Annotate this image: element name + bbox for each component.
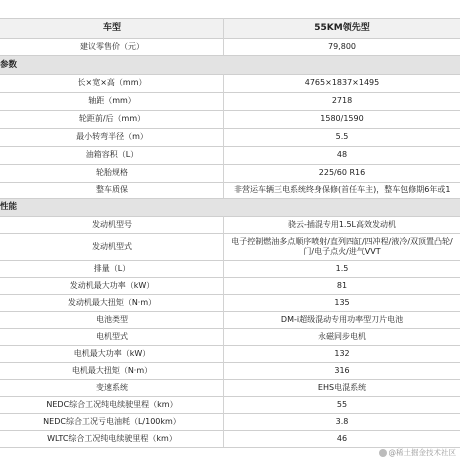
divider <box>0 345 460 346</box>
divider <box>0 74 460 75</box>
spec-value: 46 <box>336 433 348 443</box>
table-row <box>0 164 460 182</box>
spec-value: 225/60 R16 <box>318 168 366 177</box>
divider <box>0 38 460 39</box>
spec-value: 永磁同步电机 <box>318 331 366 341</box>
model-value: 55KM领先型 <box>314 23 370 33</box>
spec-value: 316 <box>334 365 350 375</box>
table-row <box>0 396 460 413</box>
table-row <box>0 216 460 233</box>
spec-value: 55 <box>336 399 348 409</box>
spec-label: 轮距前/后（mm） <box>78 114 146 123</box>
price-label: 建议零售价（元） <box>80 41 144 51</box>
spec-label: 发动机型号 <box>92 219 132 229</box>
spec-label: 长×宽×高（mm） <box>77 78 147 87</box>
table-row <box>0 38 460 55</box>
spec-value: 1580/1590 <box>320 114 364 123</box>
divider <box>0 128 460 129</box>
table-row <box>0 146 460 164</box>
spec-label: NEDC综合工况纯电续驶里程（km） <box>46 399 178 409</box>
divider <box>0 18 460 19</box>
table-row <box>0 233 460 260</box>
spec-label: 发动机最大扭矩（N·m） <box>67 297 157 307</box>
divider <box>0 413 460 414</box>
watermark-logo-icon <box>379 449 387 457</box>
table-row <box>0 182 460 198</box>
table-row <box>0 430 460 447</box>
spec-value: EHS电混系统 <box>317 382 367 392</box>
spec-label: 油箱容积（L） <box>85 150 139 159</box>
spec-value: 电子控制燃油多点顺序喷射/直列四缸/四冲程/液冷/双顶置凸轮/门/电子点火/进气VVT <box>231 236 453 256</box>
price-value: 79,800 <box>328 41 356 51</box>
divider <box>0 396 460 397</box>
table-row <box>0 110 460 128</box>
spec-value: 4765×1837×1495 <box>304 78 380 87</box>
spec-label: 电机型式 <box>96 331 128 341</box>
header-row <box>0 18 460 38</box>
divider <box>0 164 460 165</box>
spec-label: WLTC综合工况纯电续驶里程（km） <box>47 433 177 443</box>
spec-value: 48 <box>336 150 348 159</box>
spec-value: 135 <box>334 297 350 307</box>
divider <box>0 216 460 217</box>
table-row <box>0 260 460 277</box>
table-row <box>0 413 460 430</box>
watermark <box>379 447 457 458</box>
spec-value: 81 <box>336 280 348 290</box>
table-row <box>0 92 460 110</box>
spec-value: DM-i超级混动专用功率型刀片电池 <box>280 314 404 324</box>
section-header-params <box>0 55 460 74</box>
divider <box>0 146 460 147</box>
divider <box>0 260 460 261</box>
column-divider <box>223 18 224 55</box>
divider <box>0 430 460 431</box>
spec-label: 轮胎规格 <box>96 168 128 177</box>
spec-label: 电机最大功率（kW） <box>73 348 151 358</box>
spec-label: 轴距（mm） <box>88 96 136 105</box>
divider <box>0 362 460 363</box>
divider <box>0 379 460 380</box>
spec-label: 发动机最大功率（kW） <box>69 280 155 290</box>
spec-value: 2718 <box>331 96 353 105</box>
divider <box>0 294 460 295</box>
table-row <box>0 294 460 311</box>
watermark-text: @稀土掘金技术社区 <box>388 448 456 457</box>
spec-label: 电机最大扭矩（N·m） <box>71 365 153 375</box>
divider <box>0 277 460 278</box>
section-title-params: 参数 <box>0 59 18 70</box>
table-row <box>0 362 460 379</box>
spec-value: 132 <box>334 348 350 358</box>
table-row <box>0 128 460 146</box>
table-row <box>0 379 460 396</box>
divider <box>0 311 460 312</box>
spec-label: 排量（L） <box>93 263 131 273</box>
divider <box>0 110 460 111</box>
table-row <box>0 277 460 294</box>
table-row <box>0 311 460 328</box>
spec-value: 5.5 <box>335 132 349 141</box>
model-label: 车型 <box>102 23 121 33</box>
divider <box>0 182 460 183</box>
divider <box>0 233 460 234</box>
spec-label: 变速系统 <box>96 382 128 392</box>
table-row <box>0 345 460 362</box>
spec-value: 骁云-插混专用1.5L高效发动机 <box>287 219 397 229</box>
table-row <box>0 74 460 92</box>
spec-label: 最小转弯半径（m） <box>76 132 148 141</box>
spec-label: NEDC综合工况亏电油耗（L/100km） <box>43 416 181 426</box>
spec-label: 整车质保 <box>96 185 128 194</box>
divider <box>0 92 460 93</box>
spec-value: 非营运车辆三电系统终身保修(首任车主)，整车包修期6年或1 <box>234 185 451 194</box>
spec-value: 3.8 <box>335 416 349 426</box>
divider <box>0 198 460 199</box>
section-title-performance: 性能 <box>0 202 18 212</box>
column-divider <box>223 216 224 447</box>
spec-label: 发动机型式 <box>92 241 132 251</box>
column-divider <box>223 74 224 198</box>
table-row <box>0 328 460 345</box>
spec-value: 1.5 <box>335 263 349 273</box>
divider <box>0 55 460 56</box>
section-header-performance <box>0 198 460 216</box>
spec-label: 电池类型 <box>96 314 128 324</box>
divider <box>0 328 460 329</box>
